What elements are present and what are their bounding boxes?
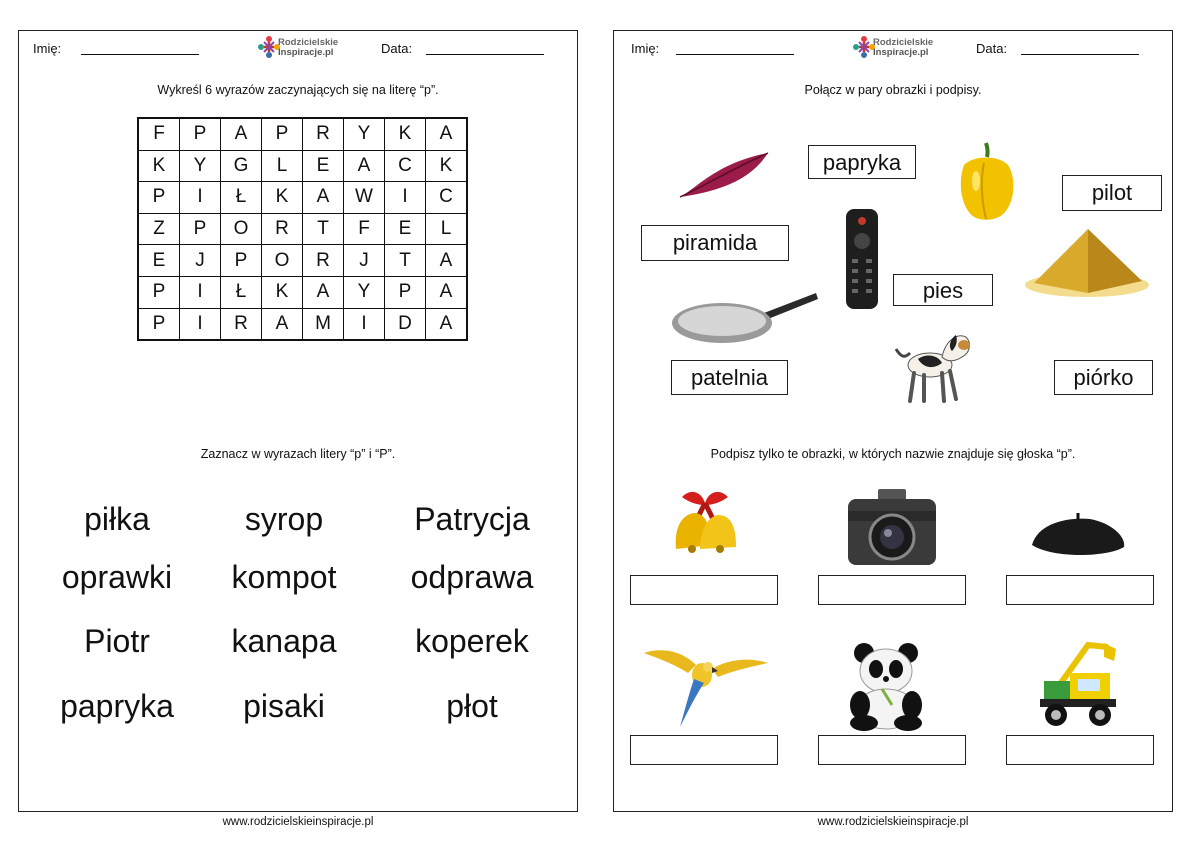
grid-cell[interactable]: A (262, 308, 303, 340)
word-item[interactable]: kompot (231, 559, 337, 595)
brand-logo (852, 35, 952, 59)
label-piorko[interactable]: piórko (1054, 360, 1153, 395)
name-label: Imię: (33, 41, 62, 56)
word-search-grid[interactable] (137, 117, 468, 341)
footer-url-right: www.rodzicielskieinspiracje.pl (817, 816, 969, 828)
grid-cell[interactable]: E (138, 245, 180, 277)
grid-cell[interactable]: R (303, 118, 344, 150)
word-item[interactable]: pisaki (243, 688, 325, 724)
grid-cell[interactable]: A (221, 118, 262, 150)
grid-cell[interactable]: G (221, 150, 262, 182)
answer-box[interactable] (1006, 575, 1154, 605)
label-papryka[interactable]: papryka (808, 145, 916, 179)
grid-cell[interactable]: E (303, 150, 344, 182)
grid-cell[interactable]: P (262, 118, 303, 150)
parrot-icon[interactable] (642, 643, 772, 727)
grid-cell[interactable]: C (385, 150, 426, 182)
word-item[interactable]: odprawa (410, 559, 534, 595)
name-line (676, 53, 794, 55)
grid-cell[interactable]: K (262, 182, 303, 214)
date-label: Data: (381, 41, 413, 56)
label-piramida[interactable]: piramida (641, 225, 789, 261)
grid-cell[interactable]: I (344, 308, 385, 340)
panda-icon[interactable] (838, 639, 934, 731)
grid-cell[interactable]: Y (180, 150, 221, 182)
grid-cell[interactable]: P (385, 276, 426, 308)
grid-cell[interactable]: A (303, 182, 344, 214)
pyramid-icon[interactable] (1022, 223, 1152, 303)
grid-cell[interactable]: K (426, 150, 468, 182)
dog-icon[interactable] (894, 323, 976, 405)
grid-row (138, 276, 467, 308)
frying-pan-icon[interactable] (670, 285, 820, 347)
grid-cell[interactable]: W (344, 182, 385, 214)
grid-cell[interactable]: Z (138, 213, 180, 245)
word-item[interactable]: oprawki (61, 559, 173, 595)
worksheet-page-left (18, 30, 578, 812)
grid-row (138, 308, 467, 340)
camera-icon[interactable] (844, 487, 938, 569)
word-item[interactable]: Patrycja (414, 501, 530, 537)
word-item[interactable]: syrop (244, 501, 324, 537)
grid-cell[interactable]: I (180, 276, 221, 308)
grid-cell[interactable]: P (138, 276, 180, 308)
grid-cell[interactable]: A (426, 276, 468, 308)
grid-cell[interactable]: P (180, 118, 221, 150)
grid-cell[interactable]: Ł (221, 276, 262, 308)
grid-cell[interactable]: A (344, 150, 385, 182)
word-item[interactable]: koperek (415, 623, 529, 659)
date-line (426, 53, 544, 55)
grid-cell[interactable]: P (221, 245, 262, 277)
footer-url-left: www.rodzicielskieinspiracje.pl (222, 816, 374, 828)
grid-cell[interactable]: K (385, 118, 426, 150)
brand-logo (257, 35, 357, 59)
grid-cell[interactable]: C (426, 182, 468, 214)
grid-cell[interactable]: T (303, 213, 344, 245)
beret-icon[interactable] (1028, 509, 1128, 561)
grid-cell[interactable]: P (138, 308, 180, 340)
grid-cell[interactable]: M (303, 308, 344, 340)
instruction-mark-letters: Zaznacz w wyrazach litery “p” i “P”. (200, 447, 396, 461)
grid-cell[interactable]: I (180, 308, 221, 340)
grid-cell[interactable]: A (426, 118, 468, 150)
instruction-match: Połącz w pary obrazki i podpisy. (804, 83, 982, 97)
grid-row (138, 150, 467, 182)
grid-cell[interactable]: P (180, 213, 221, 245)
answer-box[interactable] (818, 575, 966, 605)
answer-box[interactable] (1006, 735, 1154, 765)
grid-cell[interactable]: Y (344, 276, 385, 308)
grid-cell[interactable]: K (138, 150, 180, 182)
grid-cell[interactable]: O (221, 213, 262, 245)
grid-cell[interactable]: R (303, 245, 344, 277)
grid-cell[interactable]: F (344, 213, 385, 245)
label-pies[interactable]: pies (893, 274, 993, 306)
name-line (81, 53, 199, 55)
grid-cell[interactable]: A (426, 308, 468, 340)
grid-cell[interactable]: J (180, 245, 221, 277)
grid-row (138, 245, 467, 277)
instruction-caption: Podpisz tylko te obrazki, w których nazwie znajduje się głoska “p”. (710, 447, 1076, 461)
grid-cell[interactable]: K (262, 276, 303, 308)
word-item[interactable]: kanapa (231, 623, 337, 659)
name-label: Imię: (631, 41, 660, 56)
word-item[interactable]: Piotr (84, 623, 150, 659)
excavator-truck-icon[interactable] (1038, 637, 1120, 729)
grid-row (138, 118, 467, 150)
grid-cell[interactable]: I (385, 182, 426, 214)
brand-line-1: Rodzicielskie (873, 37, 934, 48)
instruction-wordsearch: Wykreśl 6 wyrazów zaczynających się na literę “p”. (157, 83, 439, 97)
grid-cell[interactable]: O (262, 245, 303, 277)
grid-cell[interactable]: T (385, 245, 426, 277)
grid-cell[interactable]: Ł (221, 182, 262, 214)
brand-line-2: Inspiracje.pl (278, 47, 334, 58)
grid-cell[interactable]: E (385, 213, 426, 245)
label-patelnia[interactable]: patelnia (671, 360, 788, 395)
answer-box[interactable] (630, 735, 778, 765)
grid-row (138, 213, 467, 245)
grid-cell[interactable]: J (344, 245, 385, 277)
date-line (1021, 53, 1139, 55)
grid-cell[interactable]: R (221, 308, 262, 340)
worksheet-page-right (613, 30, 1173, 812)
grid-row (138, 182, 467, 214)
grid-cell[interactable]: R (262, 213, 303, 245)
date-label: Data: (976, 41, 1008, 56)
grid-cell[interactable]: F (138, 118, 180, 150)
feather-icon[interactable] (676, 149, 772, 201)
tv-remote-icon[interactable] (843, 207, 881, 311)
bell-pepper-icon[interactable] (954, 141, 1020, 221)
grid-cell[interactable]: I (180, 182, 221, 214)
brand-line-2: Inspiracje.pl (873, 47, 929, 58)
answer-box[interactable] (818, 735, 966, 765)
brand-line-1: Rodzicielskie (278, 37, 339, 48)
grid-cell[interactable]: P (138, 182, 180, 214)
bells-icon[interactable] (662, 483, 748, 559)
grid-cell[interactable]: D (385, 308, 426, 340)
grid-cell[interactable]: A (426, 245, 468, 277)
grid-cell[interactable]: L (426, 213, 468, 245)
label-pilot[interactable]: pilot (1062, 175, 1162, 211)
grid-cell[interactable]: A (303, 276, 344, 308)
grid-cell[interactable]: Y (344, 118, 385, 150)
word-item[interactable]: płot (446, 688, 498, 724)
answer-box[interactable] (630, 575, 778, 605)
grid-cell[interactable]: L (262, 150, 303, 182)
word-item[interactable]: papryka (60, 688, 174, 724)
word-item[interactable]: piłka (84, 501, 150, 537)
